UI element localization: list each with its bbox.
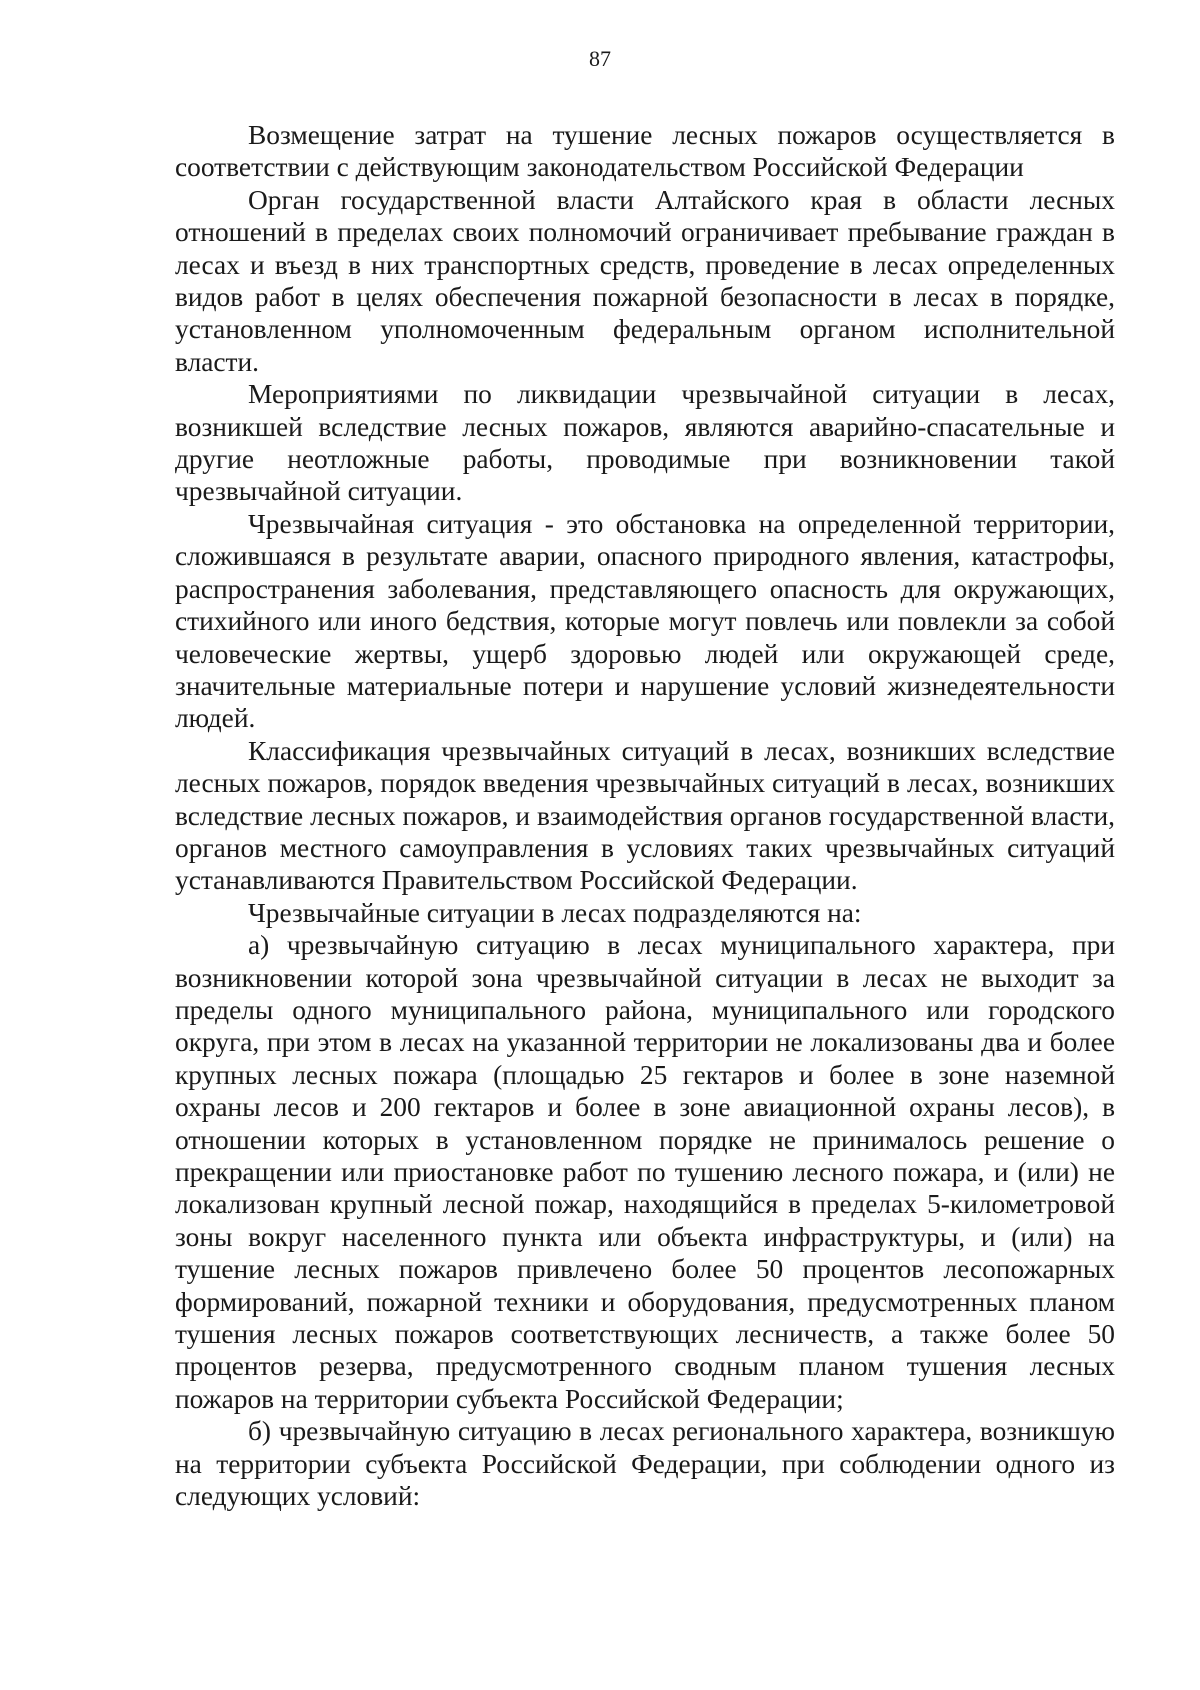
paragraph-authority-restrictions: Орган государственной власти Алтайского края в области лесных отношений в пределах своих полномочий ограничивает пребывание граждан в лесах и въезд в них транспортных средств, проведение в лесах определенных видов работ в целях обеспечения пожарной безопасности в лесах в порядке, установленном уполномоченным федеральным органом исполнительной власти. [175,184,1115,377]
paragraph-emergency-definition: Чрезвычайная ситуация - это обстановка на определенной территории, сложившаяся в результате аварии, опасного природного явления, катастрофы, распространения заболевания, представляющего опасность для окружающих, стихийного или иного бедствия, которые могут повлечь или повлекли за собой человеческие жертвы, ущерб здоровью людей или окружающей среде, значительные материальные потери и нарушение условий жизнедеятельности людей. [175,508,1115,734]
page-number: 87 [589,46,611,71]
paragraph-subdivision-intro: Чрезвычайные ситуации в лесах подразделяются на: [248,897,862,928]
document-body [175,119,1115,1512]
paragraph-compensation: Возмещение затрат на тушение лесных пожаров осуществляется в соответствии с действующим законодательством Российской Федерации [175,120,1115,183]
paragraph-municipal-emergency: а) чрезвычайную ситуацию в лесах муниципального характера, при возникновении которой зона чрезвычайной ситуации в лесах не выходит за пределы одного муниципального района, муниципального или городского округа, при этом в лесах на указанной территории не локализованы два и более крупных лесных пожара (площадью 25 гектаров и более в зоне наземной охраны лесов и 200 гектаров и более в зоне авиационной охраны лесов), в отношении которых в установленном порядке не принималось решение о прекращении или приостановке работ по тушению лесного пожара, и (или) не локализован крупный лесной пожар, находящийся в пределах 5-километровой зоны вокруг населенного пункта или объекта инфраструктуры, и (или) на тушение лесных пожаров привлечено более 50 процентов лесопожарных формирований, пожарной техники и оборудования, предусмотренных планом тушения лесных пожаров соответствующих лесничеств, а также более 50 процентов резерва, предусмотренного сводным планом тушения лесных пожаров на территории субъекта Российской Федерации; [175,930,1115,1414]
paragraph-liquidation-measures: Мероприятиями по ликвидации чрезвычайной ситуации в лесах, возникшей вследствие лесных пожаров, являются аварийно-спасательные и другие неотложные работы, проводимые при возникновении такой чрезвычайной ситуации. [175,379,1115,507]
paragraph-classification: Классификация чрезвычайных ситуаций в лесах, возникших вследствие лесных пожаров, порядок введения чрезвычайных ситуаций в лесах, возникших вследствие лесных пожаров, и взаимодействия органов государственной власти, органов местного самоуправления в условиях таких чрезвычайных ситуаций устанавливаются Правительством Российской Федерации. [175,735,1115,896]
paragraph-regional-emergency: б) чрезвычайную ситуацию в лесах регионального характера, возникшую на территории субъекта Российской Федерации, при соблюдении одного из следующих условий: [175,1416,1115,1512]
